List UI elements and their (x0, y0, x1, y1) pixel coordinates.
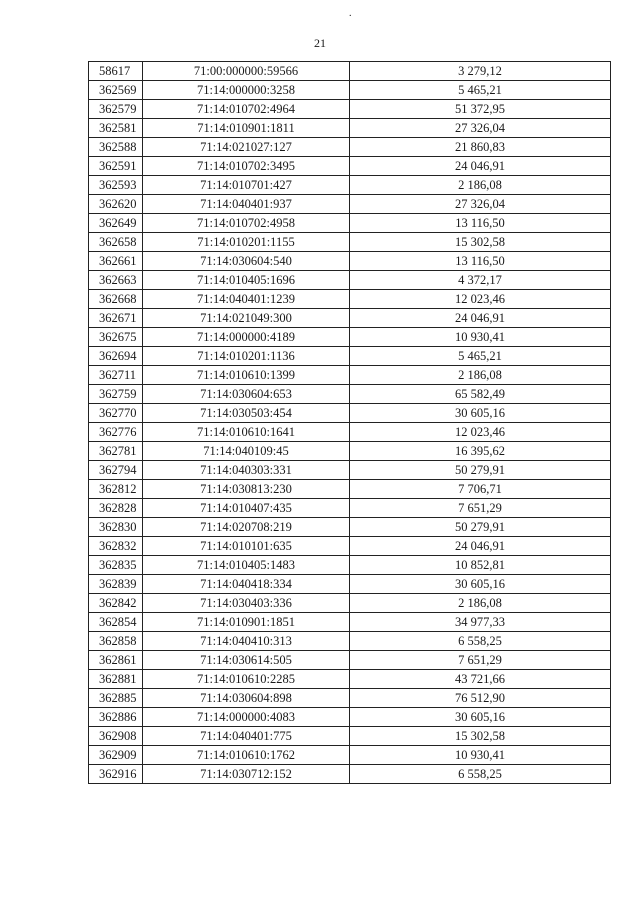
table-row (89, 62, 611, 81)
table-row (89, 480, 611, 499)
cadastral-number-cell: 71:14:010201:1136 (143, 347, 350, 366)
record-number-cell: 362675 (89, 328, 143, 347)
table-row (89, 689, 611, 708)
cadastral-number-cell: 71:14:010901:1851 (143, 613, 350, 632)
value-cell: 15 302,58 (350, 233, 611, 252)
cadastral-number-cell: 71:14:000000:3258 (143, 81, 350, 100)
record-number-cell: 362593 (89, 176, 143, 195)
value-cell: 50 279,91 (350, 518, 611, 537)
record-number-cell: 362620 (89, 195, 143, 214)
value-cell: 34 977,33 (350, 613, 611, 632)
record-number-cell: 362881 (89, 670, 143, 689)
table-row (89, 651, 611, 670)
record-number-cell: 362854 (89, 613, 143, 632)
value-cell: 30 605,16 (350, 404, 611, 423)
cadastral-number-cell: 71:14:010201:1155 (143, 233, 350, 252)
cadastral-number-cell: 71:14:040418:334 (143, 575, 350, 594)
record-number-cell: 362661 (89, 252, 143, 271)
table-row (89, 252, 611, 271)
cadastral-number-cell: 71:14:010702:4958 (143, 214, 350, 233)
record-number-cell: 362839 (89, 575, 143, 594)
value-cell: 24 046,91 (350, 537, 611, 556)
cadastral-number-cell: 71:14:010610:1399 (143, 366, 350, 385)
cadastral-number-cell: 71:14:040303:331 (143, 461, 350, 480)
table-row (89, 233, 611, 252)
value-cell: 27 326,04 (350, 119, 611, 138)
record-number-cell: 362668 (89, 290, 143, 309)
cadastral-number-cell: 71:14:010701:427 (143, 176, 350, 195)
value-cell: 50 279,91 (350, 461, 611, 480)
record-number-cell: 362858 (89, 632, 143, 651)
record-number-cell: 362885 (89, 689, 143, 708)
table-row (89, 594, 611, 613)
record-number-cell: 362812 (89, 480, 143, 499)
table-row (89, 195, 611, 214)
cadastral-number-cell: 71:14:040109:45 (143, 442, 350, 461)
table-row (89, 271, 611, 290)
value-cell: 21 860,83 (350, 138, 611, 157)
value-cell: 30 605,16 (350, 575, 611, 594)
value-cell: 27 326,04 (350, 195, 611, 214)
record-number-cell: 362671 (89, 309, 143, 328)
record-number-cell: 362830 (89, 518, 143, 537)
table-row (89, 309, 611, 328)
scan-mark: . (349, 8, 352, 19)
value-cell: 3 279,12 (350, 62, 611, 81)
cadastral-number-cell: 71:14:000000:4083 (143, 708, 350, 727)
table-row (89, 727, 611, 746)
cadastral-number-cell: 71:14:010405:1696 (143, 271, 350, 290)
record-number-cell: 362908 (89, 727, 143, 746)
value-cell: 15 302,58 (350, 727, 611, 746)
cadastral-number-cell: 71:14:010610:1641 (143, 423, 350, 442)
cadastral-number-cell: 71:14:000000:4189 (143, 328, 350, 347)
value-cell: 16 395,62 (350, 442, 611, 461)
value-cell: 2 186,08 (350, 366, 611, 385)
cadastral-table (88, 61, 611, 784)
record-number-cell: 362794 (89, 461, 143, 480)
cadastral-number-cell: 71:14:040410:313 (143, 632, 350, 651)
value-cell: 13 116,50 (350, 252, 611, 271)
record-number-cell: 58617 (89, 62, 143, 81)
value-cell: 24 046,91 (350, 157, 611, 176)
cadastral-number-cell: 71:14:030712:152 (143, 765, 350, 784)
record-number-cell: 362588 (89, 138, 143, 157)
table-row (89, 765, 611, 784)
record-number-cell: 362842 (89, 594, 143, 613)
record-number-cell: 362832 (89, 537, 143, 556)
cadastral-number-cell: 71:14:010901:1811 (143, 119, 350, 138)
table-row (89, 328, 611, 347)
table-row (89, 157, 611, 176)
table-row (89, 290, 611, 309)
value-cell: 43 721,66 (350, 670, 611, 689)
table-row (89, 138, 611, 157)
record-number-cell: 362569 (89, 81, 143, 100)
record-number-cell: 362909 (89, 746, 143, 765)
record-number-cell: 362776 (89, 423, 143, 442)
record-number-cell: 362828 (89, 499, 143, 518)
value-cell: 65 582,49 (350, 385, 611, 404)
table-row (89, 442, 611, 461)
table-row (89, 385, 611, 404)
cadastral-number-cell: 71:14:010702:4964 (143, 100, 350, 119)
value-cell: 24 046,91 (350, 309, 611, 328)
cadastral-number-cell: 71:14:030604:898 (143, 689, 350, 708)
value-cell: 6 558,25 (350, 632, 611, 651)
cadastral-number-cell: 71:14:040401:937 (143, 195, 350, 214)
value-cell: 5 465,21 (350, 81, 611, 100)
table-row (89, 575, 611, 594)
value-cell: 4 372,17 (350, 271, 611, 290)
table-row (89, 176, 611, 195)
value-cell: 10 852,81 (350, 556, 611, 575)
cadastral-number-cell: 71:14:021027:127 (143, 138, 350, 157)
cadastral-number-cell: 71:14:021049:300 (143, 309, 350, 328)
value-cell: 12 023,46 (350, 290, 611, 309)
table-row (89, 100, 611, 119)
cadastral-number-cell: 71:14:030614:505 (143, 651, 350, 670)
value-cell: 10 930,41 (350, 746, 611, 765)
cadastral-number-cell: 71:14:010702:3495 (143, 157, 350, 176)
record-number-cell: 362916 (89, 765, 143, 784)
cadastral-number-cell: 71:14:010610:1762 (143, 746, 350, 765)
cadastral-number-cell: 71:00:000000:59566 (143, 62, 350, 81)
value-cell: 5 465,21 (350, 347, 611, 366)
table-row (89, 746, 611, 765)
value-cell: 76 512,90 (350, 689, 611, 708)
cadastral-number-cell: 71:14:020708:219 (143, 518, 350, 537)
cadastral-number-cell: 71:14:040401:1239 (143, 290, 350, 309)
cadastral-number-cell: 71:14:010405:1483 (143, 556, 350, 575)
record-number-cell: 362759 (89, 385, 143, 404)
value-cell: 13 116,50 (350, 214, 611, 233)
cadastral-number-cell: 71:14:030813:230 (143, 480, 350, 499)
table-row (89, 81, 611, 100)
record-number-cell: 362579 (89, 100, 143, 119)
table-row (89, 708, 611, 727)
value-cell: 51 372,95 (350, 100, 611, 119)
table-row (89, 461, 611, 480)
record-number-cell: 362781 (89, 442, 143, 461)
value-cell: 12 023,46 (350, 423, 611, 442)
table-row (89, 423, 611, 442)
cadastral-number-cell: 71:14:010407:435 (143, 499, 350, 518)
table-row (89, 347, 611, 366)
value-cell: 7 651,29 (350, 651, 611, 670)
table-row (89, 518, 611, 537)
table-row (89, 537, 611, 556)
record-number-cell: 362663 (89, 271, 143, 290)
table-row (89, 613, 611, 632)
value-cell: 6 558,25 (350, 765, 611, 784)
table-row (89, 366, 611, 385)
record-number-cell: 362886 (89, 708, 143, 727)
record-number-cell: 362658 (89, 233, 143, 252)
record-number-cell: 362591 (89, 157, 143, 176)
table-row (89, 499, 611, 518)
record-number-cell: 362835 (89, 556, 143, 575)
cadastral-number-cell: 71:14:030503:454 (143, 404, 350, 423)
table-row (89, 214, 611, 233)
cadastral-number-cell: 71:14:030604:653 (143, 385, 350, 404)
table-body (89, 62, 611, 784)
value-cell: 30 605,16 (350, 708, 611, 727)
value-cell: 7 706,71 (350, 480, 611, 499)
cadastral-number-cell: 71:14:030403:336 (143, 594, 350, 613)
value-cell: 10 930,41 (350, 328, 611, 347)
record-number-cell: 362770 (89, 404, 143, 423)
value-cell: 7 651,29 (350, 499, 611, 518)
table-row (89, 670, 611, 689)
page-number: 21 (314, 36, 326, 50)
record-number-cell: 362861 (89, 651, 143, 670)
cadastral-number-cell: 71:14:010610:2285 (143, 670, 350, 689)
value-cell: 2 186,08 (350, 176, 611, 195)
table-row (89, 119, 611, 138)
record-number-cell: 362694 (89, 347, 143, 366)
record-number-cell: 362649 (89, 214, 143, 233)
table-row (89, 632, 611, 651)
table-row (89, 404, 611, 423)
cadastral-number-cell: 71:14:010101:635 (143, 537, 350, 556)
cadastral-number-cell: 71:14:030604:540 (143, 252, 350, 271)
table-row (89, 556, 611, 575)
record-number-cell: 362711 (89, 366, 143, 385)
value-cell: 2 186,08 (350, 594, 611, 613)
record-number-cell: 362581 (89, 119, 143, 138)
cadastral-number-cell: 71:14:040401:775 (143, 727, 350, 746)
